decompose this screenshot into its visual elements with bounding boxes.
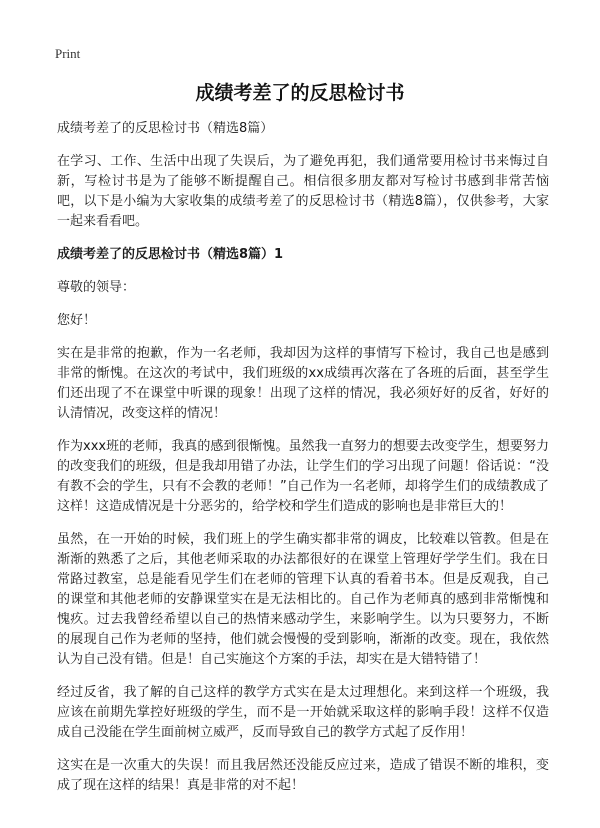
document-subtitle: 成绩考差了的反思检讨书（精选8篇） [57,121,274,136]
body-paragraph: 这实在是一次重大的失误！而且我居然还没能反应过来，造成了错误不断的堆积，变成了现在这样的结果！真是非常的对不起！ [57,758,549,793]
print-link[interactable]: Print [55,46,81,61]
section-heading: 成绩考差了的反思检讨书（精选8篇）1 [57,247,284,262]
document-title: 成绩考差了的反思检讨书 [195,82,405,104]
intro-paragraph: 在学习、工作、生活中出现了失误后，为了避免再犯，我们通常要用检讨书来悔过自新，写检讨书是为了能够不断提醒自己。相信很多朋友都对写检讨书感到非常苦恼吧，以下是小编为大家收集的成绩考差了的反思检讨书（精选8篇），仅供参考，大家一起来看看吧。 [57,154,549,229]
salutation: 尊敬的领导： [57,280,136,295]
body-paragraph: 虽然，在一开始的时候，我们班上的学生确实都非常的调皮，比较难以管教。但是在渐渐的熟悉了之后，其他老师采取的办法都很好的在课堂上管理好学学生们。我在日常路过教室，总是能看见学生们在老师的管理下认真的看着书本。但是反观我，自己的课堂和其他老师的安静课堂实在是无法相比的。自己作为老师真的感到非常惭愧和愧疚。过去我曾经希望以自己的热情来感动学生，来影响学生。以为只要努力，不断的展现自己作为老师的坚持，他们就会慢慢的受到影响，渐渐的改变。现在，我依然认为自己没有错。但是！自己实施这个方案的手法，却实在是大错特错了！ [57,532,549,667]
document-body [57,119,549,809]
body-paragraph: 作为xxx班的老师，我真的感到很惭愧。虽然我一直努力的想要去改变学生，想要努力的改变我们的班级，但是我却用错了办法，让学生们的学习出现了问题！俗话说：“没有教不会的学生，只有不会教的老师！”自己作为一名老师，却将学生们的成绩教成了这样！这造成情况是十分恶劣的，给学校和学生们造成的影响也是非常巨大的！ [57,439,549,514]
body-paragraph: 经过反省，我了解的自己这样的教学方式实在是太过理想化。来到这样一个班级，我应该在前期先掌控好班级的学生，而不是一开始就采取这样的影响手段！这样不仅造成自己没能在学生面前树立威严，反而导致自己的教学方式起了反作用！ [57,685,549,740]
body-paragraph: 实在是非常的抱歉，作为一名老师，我却因为这样的事情写下检讨，我自己也是感到非常的惭愧。在这次的考试中，我们班级的xx成绩再次落在了各班的后面，甚至学生们还出现了不在课堂中听课的现象！出现了这样的情况，我必须好好的反省，好好的认清情况，改变这样的情况！ [57,346,549,421]
greeting: 您好！ [57,313,97,328]
